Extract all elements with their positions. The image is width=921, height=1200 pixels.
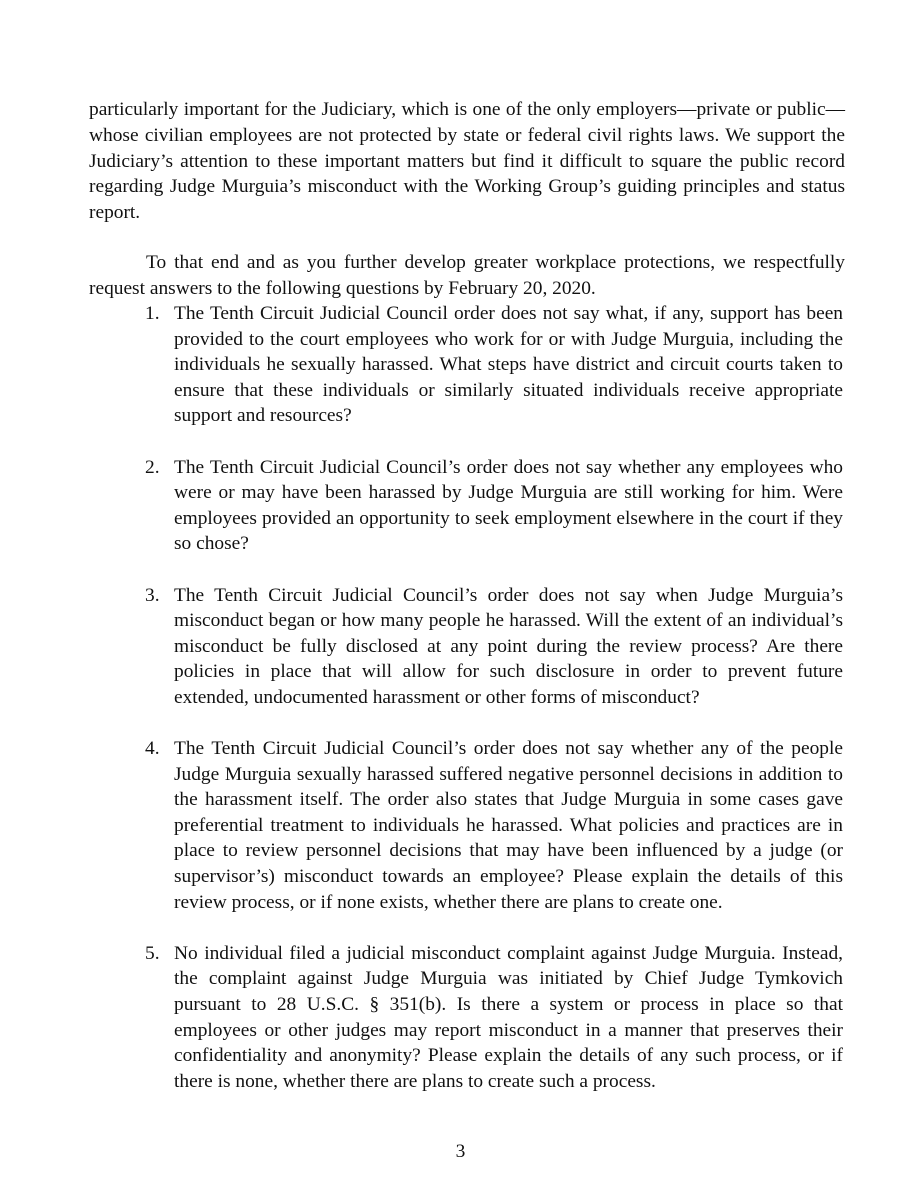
question-number: 2. [145, 456, 160, 478]
request-paragraph: To that end and as you further develop greater workplace protections, we respectfully request answers to the following questions by February 20, 2020. [89, 252, 845, 299]
question-text: The Tenth Circuit Judicial Council’s order does not say when Judge Murguia’s misconduct began or how many people he harassed. Will the extent of an individual’s misconduct be fully disclosed at any point during the review process? Are there policies in place that will allow for such disclosure in order to prevent future extended, undocumented harassment or other forms of misconduct? [174, 584, 843, 708]
question-text: The Tenth Circuit Judicial Council’s order does not say whether any of the people Judge Murguia sexually harassed suffered negative personnel decisions in addition to the harassment itself. The order also states that Judge Murguia in some cases gave preferential treatment to individuals he harassed. What policies and practices are in place to review personnel decisions that may have been influenced by a judge (or supervisor’s) misconduct towards an employee? Please explain the details of this review process, or if none exists, whether there are plans to create one. [174, 738, 843, 913]
question-text: No individual filed a judicial misconduct complaint against Judge Murguia. Instead, the complaint against Judge Murguia was initiated by Chief Judge Tymkovich pursuant to 28 U.S.C. § 351(b). Is there a system or process in place so that employees or other judges may report misconduct in a manner that preserves their confidentiality and anonymity? Please explain the details of any such process, or if there is none, whether there are plans to create such a process. [174, 942, 843, 1092]
page-number: 3 [455, 1141, 466, 1162]
question-item-1 [145, 301, 843, 429]
question-item-3 [145, 583, 843, 711]
question-number: 5. [145, 942, 160, 964]
question-item-4 [145, 736, 843, 915]
question-number: 4. [145, 738, 160, 760]
intro-paragraph: particularly important for the Judiciary, which is one of the only employers—private or public—whose civilian employees are not protected by state or federal civil rights laws. We support the Judiciary’s attention to these important matters but find it difficult to square the public record regarding Judge Murguia’s misconduct with the Working Group’s guiding principles and status report. [89, 99, 845, 223]
questions-list [145, 301, 843, 1120]
question-number: 3. [145, 584, 160, 606]
question-text: The Tenth Circuit Judicial Council order does not say what, if any, support has been provided to the court employees who work for or with Judge Murguia, including the individuals he sexually harassed. What steps have district and circuit courts taken to ensure that these individuals or similarly situated individuals receive appropriate support and resources? [174, 303, 843, 427]
question-item-2 [145, 455, 843, 557]
question-number: 1. [145, 303, 160, 324]
question-item-5 [145, 941, 843, 1095]
question-text: The Tenth Circuit Judicial Council’s order does not say whether any employees who were or may have been harassed by Judge Murguia are still working for him. Were employees provided an opportunity to seek employment elsewhere in the court if they so chose? [174, 456, 843, 555]
